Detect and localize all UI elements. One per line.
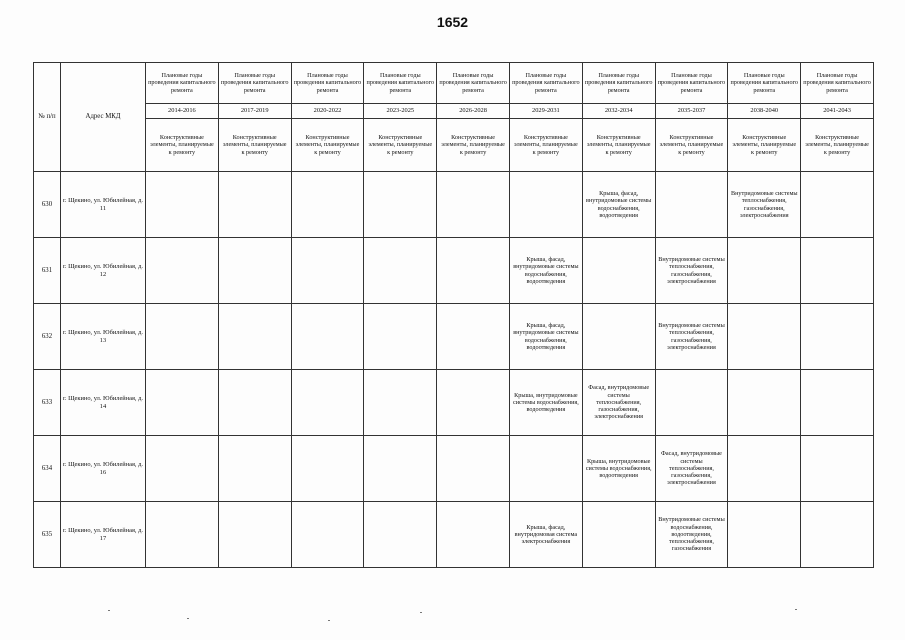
repair-cell [509,172,582,238]
repair-cell [364,370,437,436]
row-number: 634 [34,436,61,502]
repair-cell [218,238,291,304]
repair-cell: Внутридомовые системы теплоснабжения, газоснабжения, электроснабжения [728,172,801,238]
header-planned-years: Плановые годы проведения капитального ремонта [509,63,582,104]
scan-speck [187,618,189,619]
repair-cell [291,304,364,370]
repair-cell [146,502,219,568]
header-elements: Конструктивные элементы, планируемые к ремонту [364,119,437,172]
header-elements: Конструктивные элементы, планируемые к ремонту [509,119,582,172]
repair-cell: Внутридомовые системы водоснабжения, водоотведения, теплоснабжения, газоснабжения [655,502,728,568]
repair-cell [655,172,728,238]
header-address: Адрес МКД [61,63,146,172]
repair-cell [291,172,364,238]
repair-cell: Внутридомовые системы теплоснабжения, газоснабжения, электроснабжения [655,238,728,304]
header-elements: Конструктивные элементы, планируемые к ремонту [582,119,655,172]
header-period-2041-2043: 2041-2043 [801,104,874,119]
header-planned-years: Плановые годы проведения капитального ремонта [218,63,291,104]
repair-cell [509,436,582,502]
repair-cell [801,502,874,568]
repair-cell: Крыша, внутридомовые системы водоснабжения, водоотведения [582,436,655,502]
repair-cell: Внутридомовые системы теплоснабжения, газоснабжения, электроснабжения [655,304,728,370]
repair-cell: Фасад, внутридомовые системы теплоснабжения, газоснабжения, электроснабжения [655,436,728,502]
header-period-2014-2016: 2014-2016 [146,104,219,119]
repair-cell: Крыша, фасад, внутридомовая система электроснабжения [509,502,582,568]
header-period-2032-2034: 2032-2034 [582,104,655,119]
header-planned-years: Плановые годы проведения капитального ремонта [655,63,728,104]
repair-cell: Фасад, внутридомовые системы теплоснабжения, газоснабжения, электроснабжения [582,370,655,436]
repair-cell [146,238,219,304]
row-address: г. Щекино, ул. Юбилейная, д. 14 [61,370,146,436]
row-number: 633 [34,370,61,436]
header-planned-years: Плановые годы проведения капитального ремонта [582,63,655,104]
repair-cell [291,370,364,436]
repair-cell [582,238,655,304]
header-planned-years: Плановые годы проведения капитального ремонта [364,63,437,104]
repair-cell [218,436,291,502]
repair-cell [801,238,874,304]
repair-cell [728,304,801,370]
repair-cell [364,304,437,370]
table-row [34,370,874,436]
repair-cell [364,238,437,304]
repair-cell [801,172,874,238]
scan-speck [108,610,110,611]
header-elements: Конструктивные элементы, планируемые к ремонту [655,119,728,172]
row-address: г. Щекино, ул. Юбилейная, д. 16 [61,436,146,502]
repair-cell [146,304,219,370]
header-elements: Конструктивные элементы, планируемые к ремонту [801,119,874,172]
row-number: 631 [34,238,61,304]
header-num: № п/п [34,63,61,172]
header-period-2035-2037: 2035-2037 [655,104,728,119]
repair-cell [146,172,219,238]
repair-cell [437,370,510,436]
repair-cell [728,370,801,436]
repair-cell [291,502,364,568]
repair-cell: Крыша, внутридомовые системы водоснабжения, водоотведения [509,370,582,436]
repair-cell [218,502,291,568]
repair-cell [801,304,874,370]
repair-cell: Крыша, фасад, внутридомовые системы водоснабжения, водоотведения [509,238,582,304]
header-elements: Конструктивные элементы, планируемые к ремонту [218,119,291,172]
repair-cell [218,304,291,370]
repair-cell [364,172,437,238]
header-period-2029-2031: 2029-2031 [509,104,582,119]
repair-cell: Крыша, фасад, внутридомовые системы водоснабжения, водоотведения [509,304,582,370]
header-planned-years: Плановые годы проведения капитального ремонта [146,63,219,104]
table-row [34,436,874,502]
repair-cell [291,238,364,304]
repair-cell [364,436,437,502]
header-planned-years: Плановые годы проведения капитального ремонта [291,63,364,104]
repair-cell [364,502,437,568]
header-elements: Конструктивные элементы, планируемые к ремонту [728,119,801,172]
header-elements: Конструктивные элементы, планируемые к ремонту [146,119,219,172]
repair-cell [582,304,655,370]
repair-cell [291,436,364,502]
scan-speck [328,620,330,621]
repair-cell [728,238,801,304]
header-period-2020-2022: 2020-2022 [291,104,364,119]
header-period-2038-2040: 2038-2040 [728,104,801,119]
table-row [34,238,874,304]
row-address: г. Щекино, ул. Юбилейная, д. 12 [61,238,146,304]
repair-cell [437,304,510,370]
header-period-2026-2028: 2026-2028 [437,104,510,119]
header-period-2023-2025: 2023-2025 [364,104,437,119]
repair-cell [146,370,219,436]
repair-cell [801,370,874,436]
header-planned-years: Плановые годы проведения капитального ремонта [728,63,801,104]
scan-speck [420,612,422,613]
repair-cell [728,502,801,568]
row-address: г. Щекино, ул. Юбилейная, д. 17 [61,502,146,568]
repair-cell [437,502,510,568]
repair-cell [728,436,801,502]
repair-cell [582,502,655,568]
header-elements: Конструктивные элементы, планируемые к ремонту [437,119,510,172]
header-period-2017-2019: 2017-2019 [218,104,291,119]
repair-cell: Крыша, фасад, внутридомовые системы водоснабжения, водоотведения [582,172,655,238]
row-address: г. Щекино, ул. Юбилейная, д. 11 [61,172,146,238]
scan-speck [795,609,797,610]
header-elements: Конструктивные элементы, планируемые к ремонту [291,119,364,172]
repair-cell [218,172,291,238]
repair-cell [655,370,728,436]
repair-cell [437,436,510,502]
row-number: 630 [34,172,61,238]
capital-repair-table [33,62,874,568]
header-planned-years: Плановые годы проведения капитального ремонта [437,63,510,104]
page-number: 1652 [436,14,469,30]
repair-cell [801,436,874,502]
table-row [34,172,874,238]
row-address: г. Щекино, ул. Юбилейная, д. 13 [61,304,146,370]
repair-cell [437,172,510,238]
header-planned-years: Плановые годы проведения капитального ремонта [801,63,874,104]
table-row [34,304,874,370]
repair-cell [146,436,219,502]
table-row [34,502,874,568]
row-number: 635 [34,502,61,568]
repair-cell [218,370,291,436]
row-number: 632 [34,304,61,370]
repair-cell [437,238,510,304]
